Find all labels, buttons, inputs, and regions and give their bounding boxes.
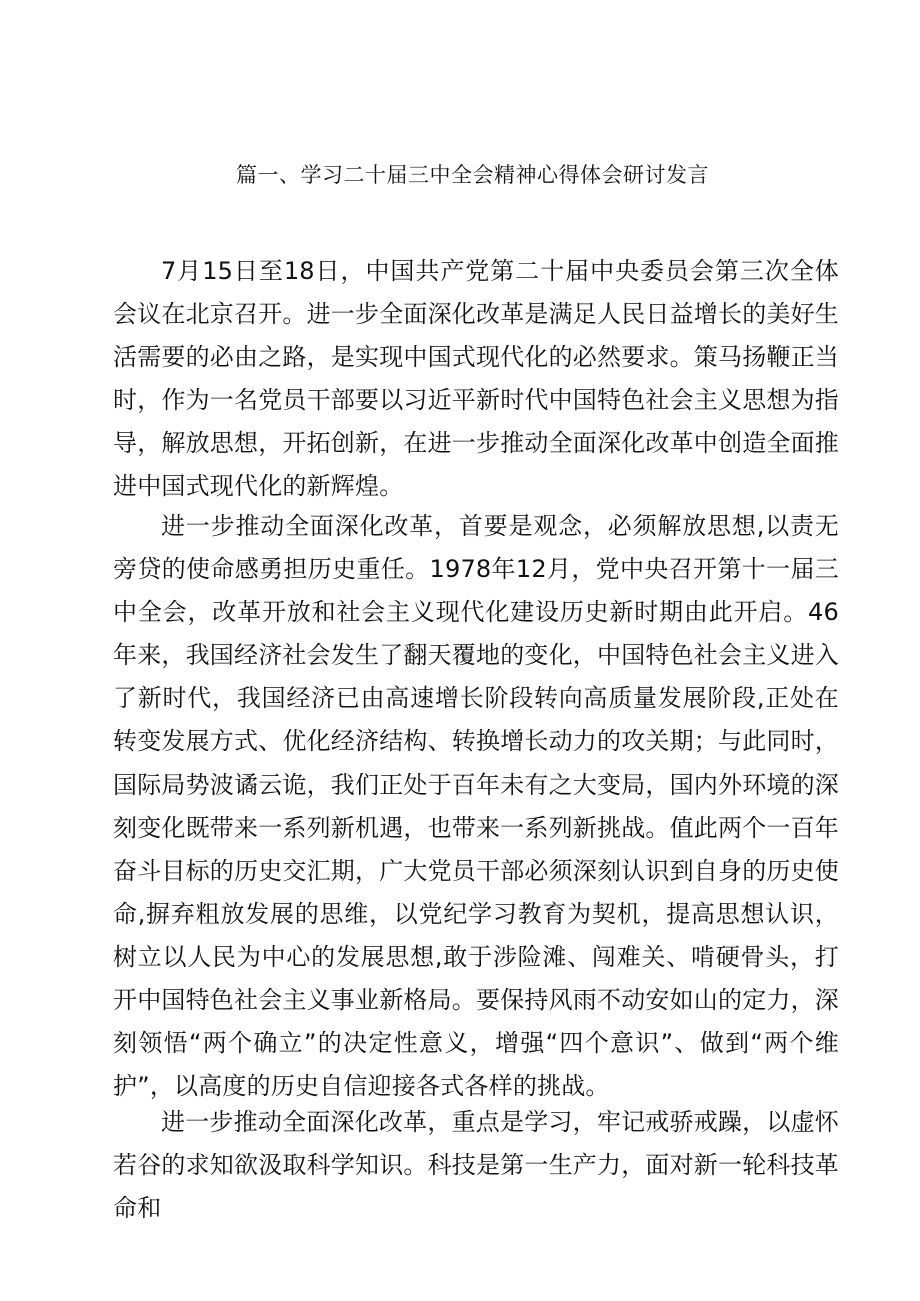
- paragraph-3: 进一步推动全面深化改革，重点是学习，牢记戒骄戒躁，以虚怀若谷的求知欲汲取科学知识。科技是第一生产力，面对新一轮科技革命和: [113, 1108, 839, 1223]
- paragraph-2: 进一步推动全面深化改革，首要是观念，必须解放思想,以责无旁贷的使命感勇担历史重任。1978年12月，党中央召开第十一届三中全会，改革开放和社会主义现代化建设历史新时期由此开启。46年来，我国经济社会发生了翻天覆地的变化，中国特色社会主义进入了新时代，我国经济已由高速增长阶段转向高质量发展阶段,正处在转变发展方式、优化经济结构、转换增长动力的攻关期；与此同时，国际局势波谲云诡，我们正处于百年未有之大变局，国内外环境的深刻变化既带来一系列新机遇，也带来一系列新挑战。值此两个一百年奋斗目标的历史交汇期，广大党员干部必须深刻认识到自身的历史使命,摒弃粗放发展的思维，以党纪学习教育为契机，提高思想认识，树立以人民为中心的发展思想,敢于涉险滩、闯难关、啃硬骨头，打开中国特色社会主义事业新格局。要保持风雨不动安如山的定力，深刻领悟“两个确立”的决定性意义，增强“四个意识”、做到“两个维护”，以高度的历史自信迎接各式各样的挑战。: [113, 512, 839, 1101]
- paragraph-1: 7月15日至18日，中国共产党第二十届中央委员会第三次全体会议在北京召开。进一步全面深化改革是满足人民日益增长的美好生活需要的必由之路，是实现中国式现代化的必然要求。策马扬鞭正当时，作为一名党员干部要以习近平新时代中国特色社会主义思想为指导，解放思想，开拓创新，在进一步推动全面深化改革中创造全面推进中国式现代化的新辉煌。: [113, 257, 839, 501]
- document-title: 篇一、学习二十届三中全会精神心得体会研讨发言: [236, 163, 709, 187]
